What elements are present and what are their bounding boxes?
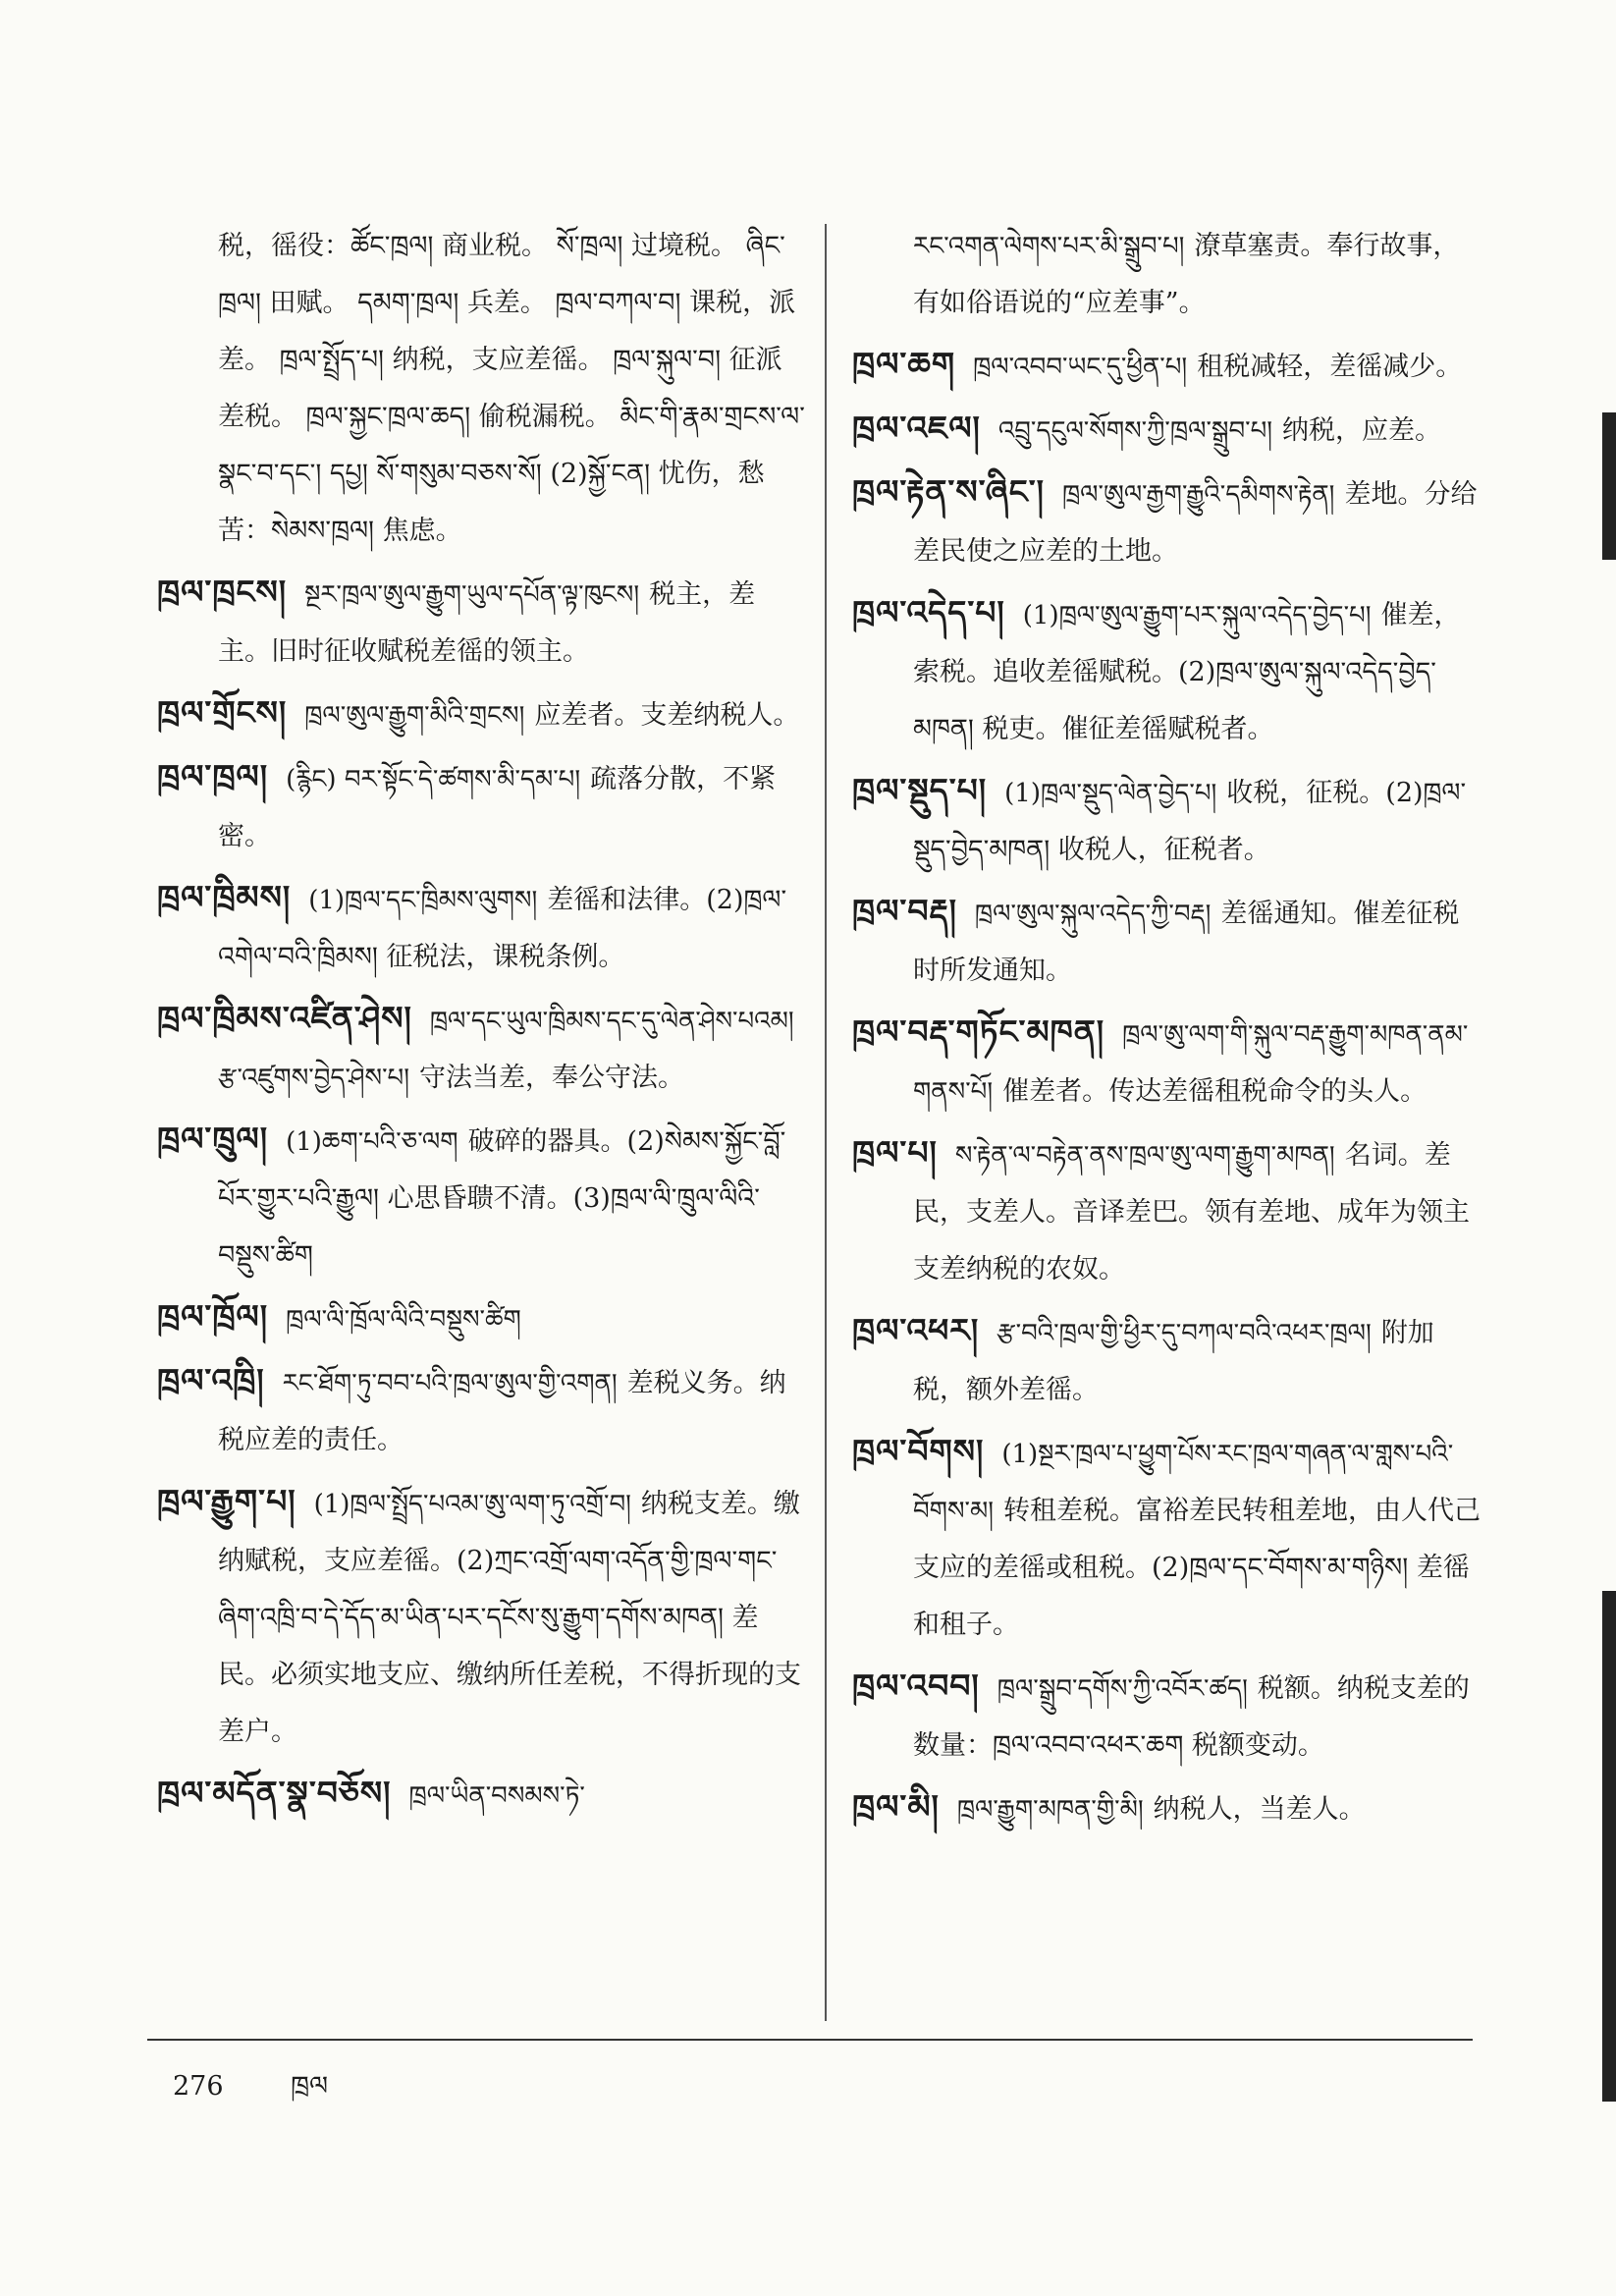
entry <box>852 1658 1481 1775</box>
entry <box>852 400 1481 460</box>
entry-definition: 租税减轻，差徭减少。 <box>1197 352 1463 382</box>
entry-headword: ཁྲལ་སྡུད་པ། <box>852 771 988 809</box>
entry-definition: 转租差税。富裕差民转租差地，由人代己支应的差徭或租税。(2)ཁྲལ་དང་བོགས་མ་གཉིས། 差徭和租子。 <box>913 1496 1481 1640</box>
entry-tibetan-gloss: རང་ཐོག་ཏུ་བབ་པའི་ཁྲལ་ཨུལ་གྱི་འགན། <box>282 1369 618 1398</box>
entry-headword: ཁྲལ་འཕར། <box>852 1311 980 1349</box>
entry-definition: 差地。分给差民使之应差的土地。 <box>913 479 1478 567</box>
entry-headword: ཁྲལ་གྲོངས། <box>157 693 288 732</box>
entry-tibetan-gloss: (1)ཁྲལ་དང་ཁྲིམས་ལུགས། <box>308 886 538 915</box>
entry <box>157 1765 805 1825</box>
entry-definition: 差徭通知。催差征税时所发通知。 <box>913 899 1460 986</box>
entry-definition: 潦草塞责。奉行故事，有如俗语说的“应差事”。 <box>913 231 1460 318</box>
entry-definition: 守法当差，奉公守法。 <box>418 1063 684 1093</box>
entry <box>157 218 805 560</box>
entry-tibetan-gloss: ས་རྟེན་ལ་བརྟེན་ནས་ཁྲལ་ཨུ་ལག་རྒྱུག་མཁན། <box>954 1141 1335 1171</box>
entry-definition: 纳税支差。缴纳赋税，支应差徭。(2)ཀྲང་འགྲོ་ལག་འདོན་གྱི་ཁྲལ་གང་ཞིག་འཁྲི་བ་དེ་དོད་མ་ཡིན་པར་དངོས་སུ་རྒྱུག་དགོས་མཁན། 差民。必须实地支应、缴纳所任差税，不得折现的支差户。 <box>218 1489 801 1747</box>
entry-headword: ཁྲལ་ཁྲུལ། <box>157 1120 269 1158</box>
entry-definition: 催差，索税。追收差徭赋税。(2)ཁྲལ་ཨུལ་སྐུལ་འདེད་བྱེད་མཁན། 税吏。催征差徭赋税者。 <box>913 600 1461 744</box>
entry <box>852 1423 1481 1654</box>
entry-tibetan-gloss: རང་འགན་ལེགས་པར་མི་སྒྲུབ་པ། <box>913 232 1185 261</box>
section-heading: ཁྲལ <box>291 2071 329 2102</box>
entry-headword: ཁྲལ་ཁྲལ། <box>157 757 269 795</box>
entry-headword: ཁྲལ་རྒྱུག་པ། <box>157 1482 296 1520</box>
page-footer <box>173 2056 328 2131</box>
entry-headword: ཁྲལ་རྟེན་ས་ཞིང་། <box>852 472 1045 511</box>
entry <box>157 1288 805 1348</box>
entry <box>157 1352 805 1469</box>
entry-definition: 税额。纳税支差的数量：ཁྲལ་འབབ་འཕར་ཆག 税额变动。 <box>913 1673 1470 1761</box>
entry-definition: 差徭和法律。(2)ཁྲལ་འགེལ་བའི་ཁྲིམས། 征税法，课税条例。 <box>218 885 787 972</box>
entry-definition: 税主，差主。旧时征收赋税差徭的领主。 <box>218 579 756 667</box>
entry-tibetan-gloss: འབྲུ་དངུལ་སོགས་ཀྱི་ཁྲལ་སྒྲུབ་པ། <box>997 416 1273 446</box>
right-column <box>852 218 1481 1842</box>
entry-headword: ཁྲལ་མདོན་སྣ་བཅོས། <box>157 1774 392 1812</box>
entry-tibetan-gloss: ཁྲལ་ཨུལ་རྒྱུག་མིའི་གྲངས། <box>304 701 525 731</box>
entry <box>157 990 805 1107</box>
entry-headword: ཁྲལ་འཇལ། <box>852 409 981 447</box>
entry <box>157 1111 805 1285</box>
entry-definition: 附加税，额外差徭。 <box>913 1318 1434 1405</box>
entry <box>157 869 805 986</box>
entry-headword: ཁྲལ་ཆག <box>852 345 956 383</box>
entry <box>852 464 1481 580</box>
entry <box>157 748 805 865</box>
entry-tibetan-gloss: (1)ཆག་པའི་ཅ་ལག <box>286 1127 458 1157</box>
entry-tibetan-gloss: ཁྲལ་ཨུལ་རྒྱག་རྒྱུའི་དམིགས་རྟེན། <box>1061 480 1335 510</box>
entry <box>852 883 1481 1000</box>
footer-rule <box>147 2039 1473 2041</box>
entry-headword: ཁྲལ་ཁྲངས། <box>157 573 288 611</box>
entry-tibetan-gloss: (1)ཁྲལ་སྡུད་ལེན་བྱེད་པ། <box>1004 779 1217 808</box>
entry <box>852 1124 1481 1298</box>
entry-definition: 税，徭役：ཚོང་ཁྲལ། 商业税。 སོ་ཁྲལ། 过境税。 ཞིང་ཁྲལ། 田赋。 དམག་ཁྲལ། 兵差。 ཁྲལ་བཀལ་བ། 课税，派差。 ཁྲལ་སྤྲོད་པ། 纳税，支应差徭。 ཁྲལ་སྐུལ་བ། 征派差税。 ཁྲལ་སྐྱང་ཁྲལ་ཆད། 偷税漏税。 མིང་གི་རྣམ་གྲངས་ལ་སྣང་བ་དང་། དཔྱ། སོ་གསུམ་བཅས་སོ། (2)སྐྱོ་ངན། 忧伤，愁苦：སེམས་ཁྲལ། 焦虑。 <box>218 231 805 546</box>
entry-tibetan-gloss: སྔར་ཁྲལ་ཨུལ་རྒྱུག་ཡུལ་དཔོན་ལྟ་ཁུངས། <box>304 580 640 610</box>
entry <box>852 1302 1481 1419</box>
entry <box>852 218 1481 332</box>
entry-definition: 收税，征税。(2)ཁྲལ་སྡུད་བྱེད་མཁན། 收税人，征税者。 <box>913 778 1467 865</box>
entry <box>852 1778 1481 1838</box>
entry-tibetan-gloss: ཁྲལ་ལི་ཁྲོལ་ལིའི་བསྡུས་ཚིག <box>286 1305 521 1335</box>
entry-definition: 应差者。支差纳税人。 <box>534 700 800 731</box>
entry-headword: ཁྲལ་བརྡ། <box>852 892 957 930</box>
entry-headword: ཁྲལ་ཁྲིམས། <box>157 878 292 916</box>
entry-tibetan-gloss: (1)སྔར་ཁྲལ་པ་ཕྱུག་པོས་རང་ཁྲལ་གཞན་ལ་གླས་པའི་བོགས་མ། <box>913 1440 1454 1526</box>
entry-headword: ཁྲལ་བརྡ་གཏོང་མཁན། <box>852 1012 1105 1051</box>
entry-definition: 疏落分散，不紧密。 <box>218 764 777 851</box>
entry-headword: ཁྲལ་བོགས། <box>852 1432 985 1470</box>
entry <box>157 564 805 681</box>
entry-tibetan-gloss: ཁྲལ་དང་ཡུལ་ཁྲིམས་དང་དུ་ལེན་ཤེས་པའམ། རྩ་འཛུགས་བྱེད་ཤེས་པ། <box>218 1007 794 1093</box>
entry <box>852 762 1481 879</box>
entry-definition: 差税义务。纳税应差的责任。 <box>218 1368 786 1455</box>
entry <box>157 1473 805 1761</box>
entry-headword: ཁྲལ་ཁྲོལ། <box>157 1297 269 1336</box>
entry-headword: ཁྲལ་མི། <box>852 1787 940 1826</box>
entry <box>157 684 805 744</box>
entry-tibetan-gloss: རྩ་བའི་ཁྲལ་གྱི་ཕྱིར་དུ་བཀལ་བའི་འཕར་ཁྲལ། <box>997 1319 1372 1348</box>
left-column <box>157 218 805 1829</box>
entry-tibetan-gloss: (རྙིང) བར་སྟོང་དེ་ཚགས་མི་དམ་པ། <box>286 765 581 794</box>
thumb-index-mark <box>1602 412 1616 560</box>
entry-tibetan-gloss: ཁྲལ་སྒྲུབ་དགོས་ཀྱི་འབོར་ཚད། <box>997 1674 1248 1704</box>
entry-headword: ཁྲལ་འབབ། <box>852 1667 980 1705</box>
entry-tibetan-gloss: ཁྲལ་འབབ་ཡང་དུ་ཕྱིན་པ། <box>973 353 1188 382</box>
entry <box>852 584 1481 758</box>
entry-definition: 名词。差民，支差人。音译差巴。领有差地、成年为领主支差纳税的农奴。 <box>913 1140 1470 1285</box>
entry-headword: ཁྲལ་འཁྲི། <box>157 1361 265 1399</box>
entry-tibetan-gloss: (1)ཁྲལ་ཨུལ་རྒྱུག་པར་སྐུལ་འདེད་བྱེད་པ། <box>1022 601 1372 630</box>
entry-tibetan-gloss: (1)ཁྲལ་སྤྲོད་པའམ་ཨུ་ལག་ཏུ་འགྲོ་བ། <box>313 1490 631 1519</box>
thumb-index-mark <box>1602 1591 1616 2102</box>
page-number: 276 <box>173 2071 224 2102</box>
entry <box>852 1004 1481 1121</box>
column-divider <box>825 224 827 2021</box>
entry-tibetan-gloss: ཁྲལ་རྒྱུག་མཁན་གྱི་མི། <box>956 1795 1144 1825</box>
entry <box>852 336 1481 396</box>
entry-headword: ཁྲལ་ཁྲིམས་འཛིན་ཤེས། <box>157 999 412 1037</box>
entry-tibetan-gloss: ཁྲལ་ཨུལ་སྐུལ་འདེད་ཀྱི་བརྡ། <box>974 900 1212 929</box>
entry-definition: 催差者。传达差徭租税命令的头人。 <box>1002 1076 1427 1107</box>
entry-headword: ཁྲལ་འདེད་པ། <box>852 593 1005 631</box>
entry-definition: 破碎的器具。(2)སེམས་སྐྱོང་བློ་པོར་གྱུར་པའི་རྒྱུལ། 心思昏聩不清。(3)ཁྲལ་ལི་ཁྲུལ་ལིའི་བསྡུས་ཚིག <box>218 1126 786 1271</box>
entry-headword: ཁྲལ་པ། <box>852 1133 938 1172</box>
entry-tibetan-gloss: ཁྲལ་ཨུ་ལག་གི་སྐུལ་བརྡ་རྒྱུག་མཁན་ནམ་གནས་པོ། <box>913 1020 1469 1107</box>
entry-tibetan-gloss: ཁྲལ་ཡིན་བསམས་ཏེ་ <box>408 1781 585 1811</box>
entry-definition: 纳税，应差。 <box>1282 415 1442 446</box>
entry-definition: 纳税人，当差人。 <box>1153 1794 1366 1825</box>
